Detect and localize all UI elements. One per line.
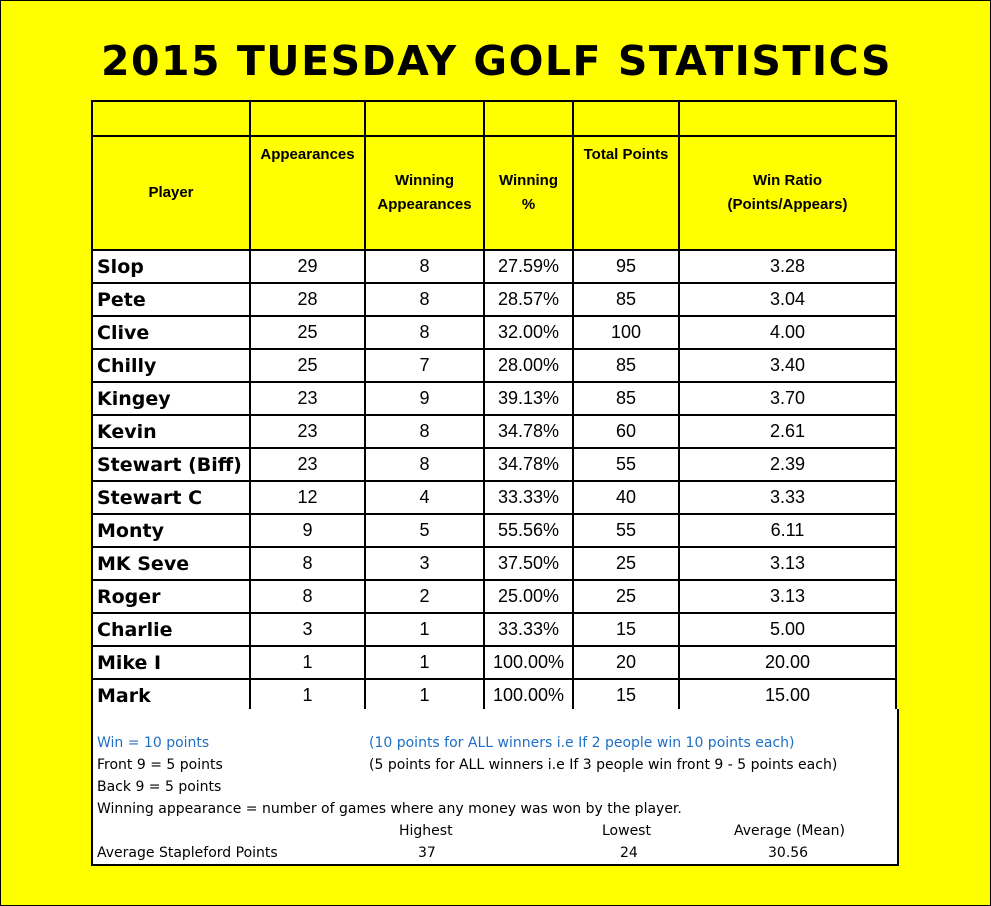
cell-appearances[interactable]: 12 [250, 481, 365, 514]
cell-winning-pct[interactable]: 28.57% [484, 283, 573, 316]
header-winning-pct-line2: % [521, 196, 536, 213]
back9-rule: Back 9 = 5 points [97, 779, 222, 795]
cell-player[interactable]: Charlie [92, 613, 250, 646]
front9-rule: Front 9 = 5 points [97, 757, 223, 773]
table-cell[interactable] [365, 101, 484, 136]
cell-winning-pct[interactable]: 34.78% [484, 415, 573, 448]
cell-winning-pct[interactable]: 100.00% [484, 679, 573, 712]
table-row [92, 679, 896, 712]
cell-winning-appearances[interactable]: 2 [365, 580, 484, 613]
front9-detail: (5 points for ALL winners i.e If 3 people win front 9 - 5 points each) [369, 757, 838, 773]
cell-win-ratio[interactable]: 2.39 [679, 448, 896, 481]
cell-appearances[interactable]: 25 [250, 349, 365, 382]
stapleford-highest: 37 [418, 845, 436, 861]
stapleford-average: 30.56 [768, 845, 809, 861]
cell-winning-appearances[interactable]: 1 [365, 646, 484, 679]
cell-total-points[interactable]: 20 [573, 646, 679, 679]
cell-win-ratio[interactable]: 3.13 [679, 580, 896, 613]
blank-row [92, 101, 896, 136]
table-cell[interactable] [250, 101, 365, 136]
cell-win-ratio[interactable]: 6.11 [679, 514, 896, 547]
table-cell[interactable] [92, 101, 250, 136]
cell-win-ratio[interactable]: 15.00 [679, 679, 896, 712]
cell-appearances[interactable]: 23 [250, 448, 365, 481]
table-cell[interactable] [484, 101, 573, 136]
cell-winning-appearances[interactable]: 8 [365, 448, 484, 481]
table-row [92, 646, 896, 679]
lowest-label: Lowest [602, 823, 651, 839]
header-winning-appearances-line2: Appearances [377, 196, 472, 213]
cell-player[interactable]: Stewart (Biff) [92, 448, 250, 481]
win-rule-detail: (10 points for ALL winners i.e If 2 people win 10 points each) [369, 735, 795, 751]
cell-appearances[interactable]: 1 [250, 646, 365, 679]
cell-winning-pct[interactable]: 33.33% [484, 481, 573, 514]
page-title: 2015 TUESDAY GOLF STATISTICS [100, 37, 893, 85]
cell-player[interactable]: Kevin [92, 415, 250, 448]
cell-winning-pct[interactable]: 100.00% [484, 646, 573, 679]
header-win-ratio[interactable] [679, 136, 896, 250]
cell-appearances[interactable]: 9 [250, 514, 365, 547]
cell-winning-pct[interactable]: 28.00% [484, 349, 573, 382]
cell-win-ratio[interactable]: 2.61 [679, 415, 896, 448]
table-row [92, 316, 896, 349]
cell-player[interactable]: Roger [92, 580, 250, 613]
cell-appearances[interactable]: 29 [250, 250, 365, 283]
cell-total-points[interactable]: 85 [573, 283, 679, 316]
header-win-ratio-line2: (Points/Appears) [727, 196, 848, 213]
cell-total-points[interactable]: 15 [573, 613, 679, 646]
cell-total-points[interactable]: 15 [573, 679, 679, 712]
cell-total-points[interactable]: 25 [573, 547, 679, 580]
cell-winning-pct[interactable]: 34.78% [484, 448, 573, 481]
cell-player[interactable]: Mike I [92, 646, 250, 679]
table-row [92, 514, 896, 547]
cell-winning-pct[interactable]: 33.33% [484, 613, 573, 646]
cell-winning-appearances[interactable]: 8 [365, 415, 484, 448]
cell-player[interactable]: Chilly [92, 349, 250, 382]
header-total-points[interactable] [573, 136, 679, 250]
cell-winning-appearances[interactable]: 4 [365, 481, 484, 514]
table-row [92, 448, 896, 481]
header-winning-pct[interactable] [484, 136, 573, 250]
cell-appearances[interactable]: 23 [250, 382, 365, 415]
table-row [92, 481, 896, 514]
stapleford-lowest: 24 [620, 845, 638, 861]
cell-win-ratio[interactable]: 20.00 [679, 646, 896, 679]
cell-win-ratio[interactable]: 3.33 [679, 481, 896, 514]
header-player-label: Player [148, 184, 194, 201]
stapleford-label: Average Stapleford Points [97, 845, 278, 861]
cell-player[interactable]: Clive [92, 316, 250, 349]
winning-appearance-definition: Winning appearance = number of games where any money was won by the player. [97, 801, 682, 817]
cell-winning-appearances[interactable]: 8 [365, 316, 484, 349]
average-label: Average (Mean) [734, 823, 846, 839]
header-win-ratio-line1: Win Ratio [752, 172, 823, 189]
cell-total-points[interactable]: 60 [573, 415, 679, 448]
notes-panel [91, 709, 899, 866]
header-appearances[interactable] [250, 136, 365, 250]
cell-player[interactable]: Stewart C [92, 481, 250, 514]
cell-player[interactable]: Slop [92, 250, 250, 283]
cell-win-ratio[interactable]: 5.00 [679, 613, 896, 646]
cell-winning-pct[interactable]: 37.50% [484, 547, 573, 580]
highest-label: Highest [399, 823, 453, 839]
cell-player[interactable]: Monty [92, 514, 250, 547]
cell-appearances[interactable]: 25 [250, 316, 365, 349]
cell-winning-appearances[interactable]: 1 [365, 679, 484, 712]
table-row [92, 415, 896, 448]
cell-appearances[interactable]: 23 [250, 415, 365, 448]
header-winning-pct-line1: Winning [498, 172, 558, 189]
cell-total-points[interactable]: 25 [573, 580, 679, 613]
cell-win-ratio[interactable]: 3.04 [679, 283, 896, 316]
cell-winning-appearances[interactable]: 8 [365, 250, 484, 283]
header-row [92, 136, 896, 250]
header-player[interactable] [92, 136, 250, 250]
cell-winning-appearances[interactable]: 9 [365, 382, 484, 415]
cell-total-points[interactable]: 85 [573, 349, 679, 382]
cell-total-points[interactable]: 95 [573, 250, 679, 283]
table-row [92, 382, 896, 415]
cell-appearances[interactable]: 28 [250, 283, 365, 316]
cell-player[interactable]: Mark [92, 679, 250, 712]
cell-appearances[interactable]: 8 [250, 547, 365, 580]
table-row [92, 613, 896, 646]
cell-winning-appearances[interactable]: 5 [365, 514, 484, 547]
cell-winning-appearances[interactable]: 3 [365, 547, 484, 580]
table-row [92, 250, 896, 283]
statistics-table [91, 100, 897, 713]
table-row [92, 580, 896, 613]
header-appearances-label: Appearances [260, 146, 355, 163]
cell-winning-appearances[interactable]: 8 [365, 283, 484, 316]
cell-total-points[interactable]: 85 [573, 382, 679, 415]
header-winning-appearances-line1: Winning [394, 172, 454, 189]
win-rule: Win = 10 points [97, 735, 210, 751]
cell-total-points[interactable]: 55 [573, 448, 679, 481]
cell-appearances[interactable]: 1 [250, 679, 365, 712]
cell-total-points[interactable]: 40 [573, 481, 679, 514]
cell-total-points[interactable]: 100 [573, 316, 679, 349]
cell-player[interactable]: MK Seve [92, 547, 250, 580]
table-cell[interactable] [573, 101, 679, 136]
header-total-points-label: Total Points [583, 146, 669, 163]
cell-winning-pct[interactable]: 32.00% [484, 316, 573, 349]
table-cell[interactable] [679, 101, 896, 136]
cell-total-points[interactable]: 55 [573, 514, 679, 547]
cell-win-ratio[interactable]: 3.28 [679, 250, 896, 283]
table-row [92, 283, 896, 316]
cell-win-ratio[interactable]: 4.00 [679, 316, 896, 349]
cell-winning-pct[interactable]: 55.56% [484, 514, 573, 547]
cell-win-ratio[interactable]: 3.13 [679, 547, 896, 580]
cell-player[interactable]: Kingey [92, 382, 250, 415]
cell-winning-appearances[interactable]: 1 [365, 613, 484, 646]
cell-win-ratio[interactable]: 3.70 [679, 382, 896, 415]
cell-winning-pct[interactable]: 25.00% [484, 580, 573, 613]
table-row [92, 547, 896, 580]
cell-appearances[interactable]: 8 [250, 580, 365, 613]
cell-winning-appearances[interactable]: 7 [365, 349, 484, 382]
cell-win-ratio[interactable]: 3.40 [679, 349, 896, 382]
cell-winning-pct[interactable]: 39.13% [484, 382, 573, 415]
table-row [92, 349, 896, 382]
cell-winning-pct[interactable]: 27.59% [484, 250, 573, 283]
header-winning-appearances[interactable] [365, 136, 484, 250]
cell-appearances[interactable]: 3 [250, 613, 365, 646]
cell-player[interactable]: Pete [92, 283, 250, 316]
